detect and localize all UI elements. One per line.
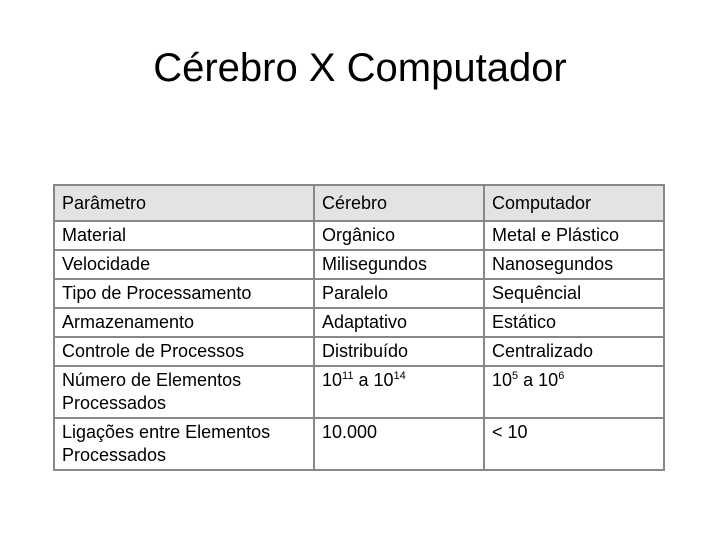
table-row-connections [54, 418, 664, 470]
cell-computer: Centralizado [484, 337, 664, 366]
exponent-1: 11 [342, 370, 354, 382]
table-row [54, 337, 664, 366]
cell-computer: Estático [484, 308, 664, 337]
cell-computer: Sequêncial [484, 279, 664, 308]
comparison-table [53, 184, 665, 471]
cell-parameter: Material [54, 221, 314, 250]
base-1: 10 [492, 370, 513, 390]
range-separator: a [353, 370, 374, 390]
cell-parameter: Velocidade [54, 250, 314, 279]
cell-parameter [54, 418, 314, 470]
cell-parameter [54, 366, 314, 418]
exponent-2: 14 [393, 370, 406, 382]
label-line-1: Ligações entre Elementos [62, 422, 271, 442]
exponent-1: 5 [512, 370, 519, 382]
cell-brain [314, 366, 484, 418]
range-separator: a [518, 370, 539, 390]
table-row [54, 308, 664, 337]
cell-parameter: Controle de Processos [54, 337, 314, 366]
table-row [54, 279, 664, 308]
cell-computer: < 10 [484, 418, 664, 470]
slide-title: Cérebro X Computador [153, 46, 567, 90]
table-row [54, 221, 664, 250]
cell-computer: Metal e Plástico [484, 221, 664, 250]
table-header-row [54, 185, 664, 221]
cell-brain: Adaptativo [314, 308, 484, 337]
base-2: 10 [373, 370, 394, 390]
header-parameter: Parâmetro [54, 185, 314, 221]
cell-brain: 10.000 [314, 418, 484, 470]
exponent-2: 6 [558, 370, 565, 382]
cell-parameter: Armazenamento [54, 308, 314, 337]
cell-brain: Orgânico [314, 221, 484, 250]
header-computer: Computador [484, 185, 664, 221]
base-1: 10 [322, 370, 343, 390]
cell-brain: Paralelo [314, 279, 484, 308]
cell-computer [484, 366, 664, 418]
cell-parameter: Tipo de Processamento [54, 279, 314, 308]
label-line-2: Processados [62, 393, 167, 413]
label-line-2: Processados [62, 445, 167, 465]
table-row-elements [54, 366, 664, 418]
base-2: 10 [538, 370, 559, 390]
header-brain: Cérebro [314, 185, 484, 221]
cell-computer: Nanosegundos [484, 250, 664, 279]
cell-brain: Milisegundos [314, 250, 484, 279]
cell-brain: Distribuído [314, 337, 484, 366]
label-line-1: Número de Elementos [62, 370, 242, 390]
table-row [54, 250, 664, 279]
